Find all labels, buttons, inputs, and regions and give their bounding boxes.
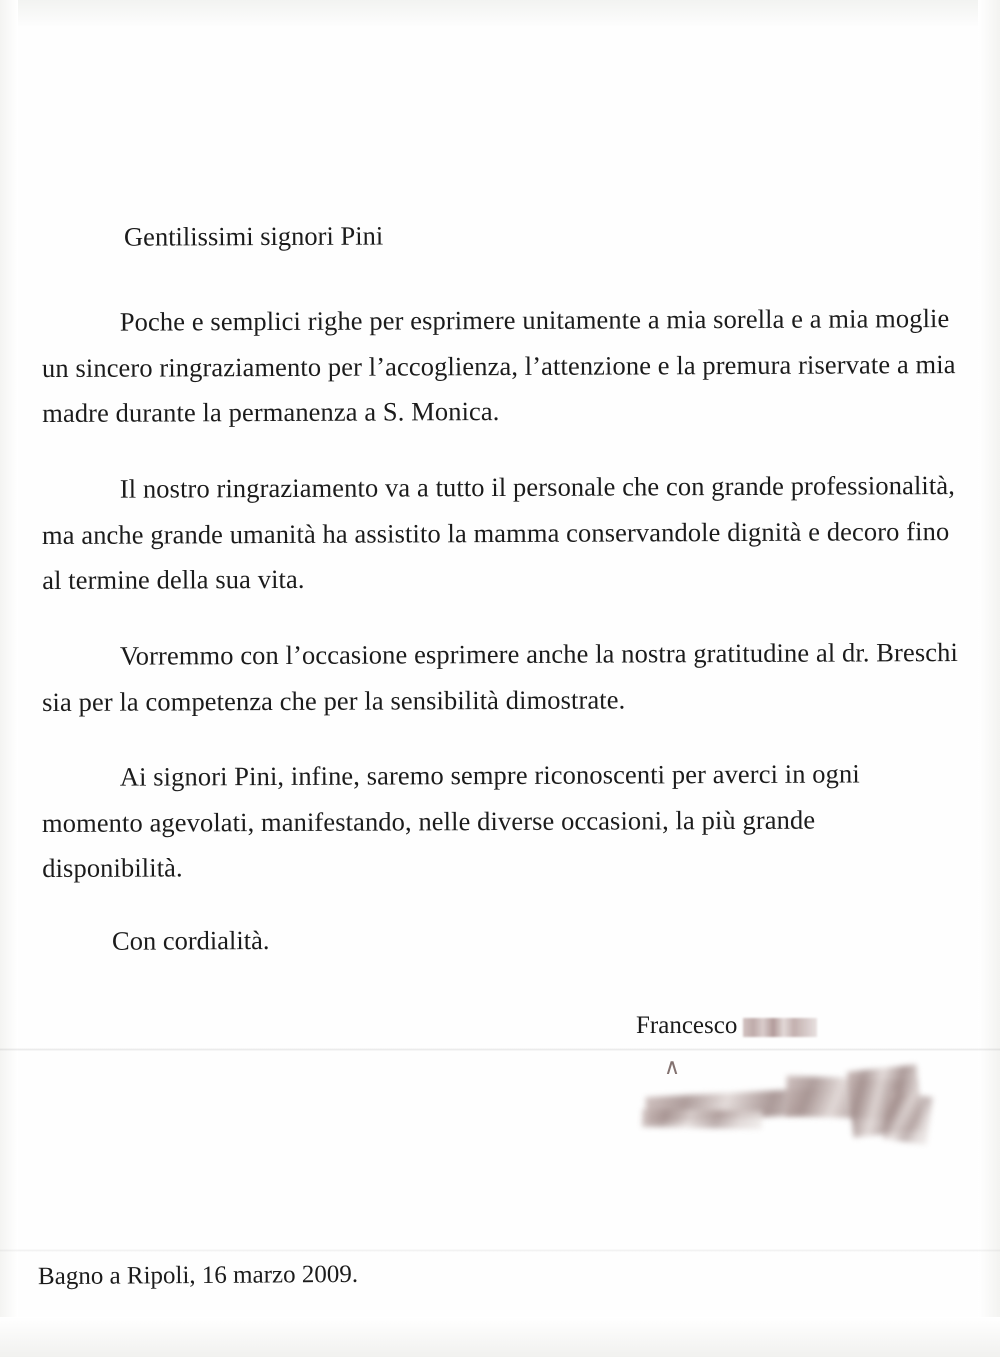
scan-edge-top [0, 0, 1000, 26]
signature-first-name: Francesco [636, 1012, 738, 1039]
scan-edge-bottom [0, 1317, 1000, 1357]
letter-closing: Con cordialità. [111, 924, 270, 956]
letter-paragraph: Il nostro ringraziamento va a tutto il personale che con grande professionalità, ma anche grande umanità ha assistito la mamma conservandole dignità e decoro fino al termine della sua vita. [41, 470, 955, 596]
letter-paragraph: Vorremmo con l’occasione esprimere anche la nostra gratitudine al dr. Breschi sia per la competenza che per la sensibilità dimostrate. [42, 636, 958, 717]
caret-mark-icon: ∧ [664, 1054, 681, 1079]
signature-name-line [636, 1012, 956, 1040]
handwritten-signature [636, 1054, 956, 1154]
scan-edge-left [0, 0, 18, 1357]
paper-fold-line [0, 1249, 1000, 1252]
letter-body [42, 214, 962, 955]
letter-paragraph: Ai signori Pini, infine, saremo sempre riconoscenti per averci in ogni momento agevolati, manifestando, nelle diverse occasioni, la più grande disponibilità. [41, 758, 860, 884]
signature-stroke [642, 1109, 762, 1129]
place-and-date: Bagno a Ripoli, 16 marzo 2009. [37, 1260, 359, 1291]
signature-block [636, 1012, 956, 1154]
redacted-surname-icon [743, 1018, 817, 1037]
scan-edge-right [978, 0, 1000, 1357]
letter-greeting: Gentilissimi signori Pini [123, 220, 384, 252]
letter-paragraph: Poche e semplici righe per esprimere unitamente a mia sorella e a mia moglie un sincero ringraziamento per l’accoglienza, l’attenzione e la premura riservate a mia madre durante la permanenza a S. Monica. [41, 303, 956, 429]
signature-stroke [883, 1091, 933, 1145]
